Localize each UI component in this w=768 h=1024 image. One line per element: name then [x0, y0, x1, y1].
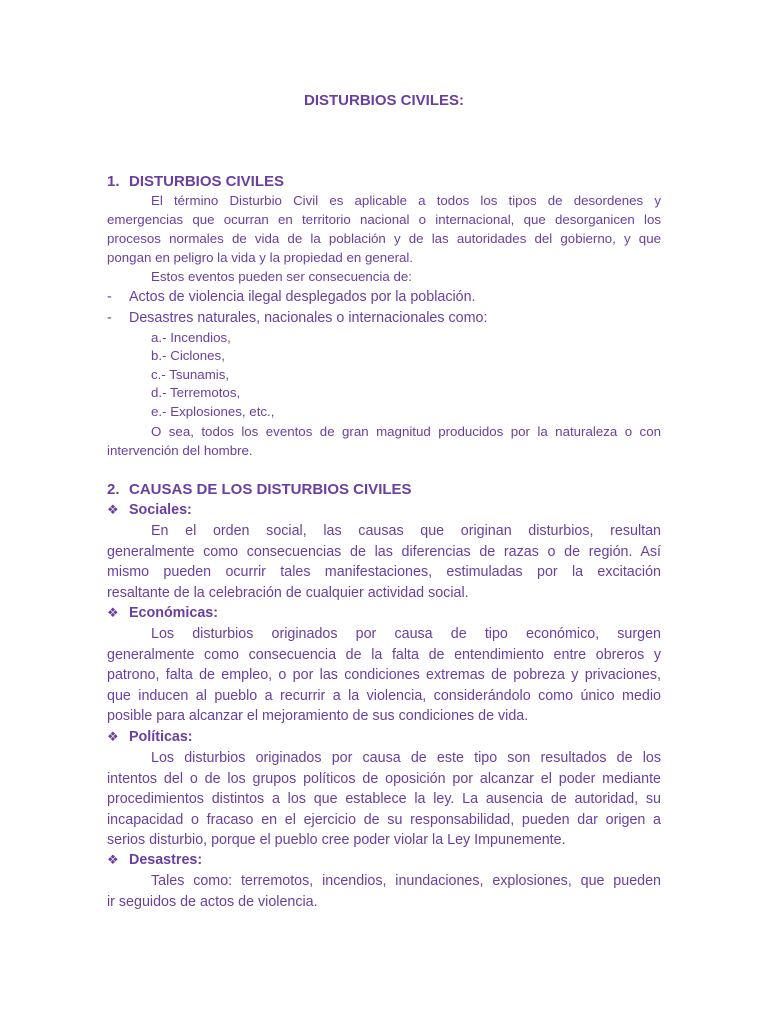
- dash-item-text: Desastres naturales, nacionales o internacionales como:: [129, 310, 488, 326]
- paragraph-line: intentos del o de los grupos políticos de oposición por alcanzar el poder mediante: [107, 770, 661, 787]
- section-1-number: 1.: [107, 173, 120, 190]
- diamond-bullet-icon: ❖: [107, 502, 119, 517]
- sub-list-item: c.- Tsunamis,: [151, 367, 230, 382]
- category-paragraph-economicas: [107, 624, 661, 727]
- category-label: Económicas:: [129, 605, 218, 621]
- dash-item-text: Actos de violencia ilegal desplegados por la población.: [129, 289, 476, 305]
- section-1-paragraph-2: [107, 267, 661, 286]
- paragraph-line: generalmente como consecuencia de la falta de entendimiento entre obreros y: [107, 646, 661, 663]
- document-title: DISTURBIOS CIVILES:: [303, 92, 464, 109]
- category-heading-desastres: [107, 850, 202, 870]
- section-1-heading: [107, 172, 284, 192]
- paragraph-line: incapacidad o fracaso en el ejercicio de su responsabilidad, pueden dar origen a: [107, 811, 661, 828]
- paragraph-line: posible para alcanzar el mejoramiento de sus condiciones de vida.: [107, 708, 529, 724]
- paragraph-line: procesos normales de vida de la población y de las autoridades del gobierno, y que: [107, 231, 661, 246]
- section-1-title: DISTURBIOS CIVILES: [129, 173, 285, 190]
- paragraph-line: generalmente como consecuencias de las diferencias de razas o de región. Así: [107, 543, 661, 560]
- paragraph-line: pongan en peligro la vida y la propiedad en general.: [107, 250, 414, 265]
- paragraph-line: Tales como: terremotos, incendios, inundaciones, explosiones, que pueden: [151, 873, 661, 889]
- dash-item: [107, 287, 476, 307]
- paragraph-line: Los disturbios originados por causa de tipo económico, surgen: [151, 626, 661, 642]
- category-label: Desastres:: [129, 852, 203, 868]
- paragraph-line: patrono, falta de empleo, o por las condiciones extremas de pobreza y privaciones,: [107, 667, 661, 683]
- section-2-title: CAUSAS DE LOS DISTURBIOS CIVILES: [129, 481, 412, 498]
- section-1-paragraph-3: [107, 422, 661, 460]
- dash-marker: -: [107, 289, 112, 305]
- paragraph-line: En el orden social, las causas que originan disturbios, resultan: [151, 523, 661, 539]
- paragraph-line: Los disturbios originados por causa de este tipo son resultados de los: [151, 750, 661, 766]
- diamond-bullet-icon: ❖: [107, 605, 119, 620]
- diamond-bullet-icon: ❖: [107, 852, 119, 867]
- paragraph-line: serios disturbio, porque el pueblo cree poder violar la Ley Impunemente.: [107, 832, 566, 848]
- section-2-heading: [107, 480, 412, 500]
- paragraph-line: Estos eventos pueden ser consecuencia de:: [151, 269, 412, 284]
- section-2-number: 2.: [107, 481, 120, 498]
- category-paragraph-sociales: [107, 521, 661, 603]
- sub-list-item: d.- Terremotos,: [151, 385, 241, 400]
- category-label: Sociales:: [129, 502, 192, 518]
- paragraph-line: mismo pueden ocurrir tales manifestaciones, estimuladas por la excitación: [107, 564, 661, 580]
- paragraph-line: emergencias que ocurran en territorio nacional o internacional, que desorganicen los: [107, 212, 661, 227]
- diamond-bullet-icon: ❖: [107, 729, 119, 744]
- dash-item: [107, 308, 487, 328]
- paragraph-line: que inducen al pueblo a recurrir a la violencia, considerándolo como único medio: [107, 687, 661, 704]
- paragraph-line: intervención del hombre.: [107, 443, 253, 458]
- section-1-paragraph-1: [107, 191, 661, 267]
- category-label: Políticas:: [129, 729, 193, 745]
- paragraph-line: resaltante de la celebración de cualquier actividad social.: [107, 584, 469, 601]
- category-paragraph-desastres: [107, 871, 661, 912]
- dash-marker: -: [107, 310, 112, 326]
- sub-list-item: a.- Incendios,: [151, 330, 231, 345]
- category-paragraph-politicas: [107, 748, 661, 851]
- paragraph-line: ir seguidos de actos de violencia.: [107, 893, 318, 910]
- category-heading-sociales: [107, 500, 192, 520]
- sub-list-item: b.- Ciclones,: [151, 348, 225, 363]
- category-heading-politicas: [107, 727, 193, 747]
- sub-list-item: e.- Explosiones, etc.,: [151, 404, 275, 419]
- paragraph-line: O sea, todos los eventos de gran magnitud producidos por la naturaleza o con: [151, 424, 661, 439]
- category-heading-economicas: [107, 603, 218, 623]
- paragraph-line: procedimientos distintos a los que establece la ley. La ausencia de autoridad, su: [107, 791, 661, 807]
- paragraph-line: El término Disturbio Civil es aplicable a todos los tipos de desordenes y: [151, 193, 661, 208]
